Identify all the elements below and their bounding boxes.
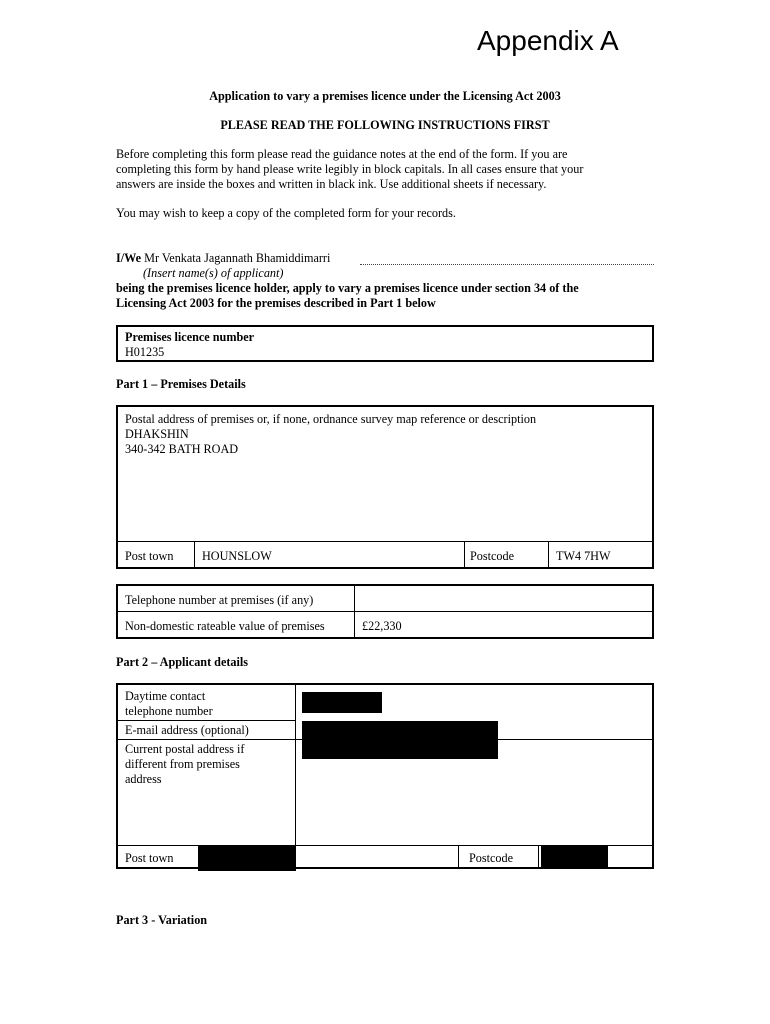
applicant-details-box <box>116 683 654 869</box>
copy-note: You may wish to keep a copy of the completed form for your records. <box>116 206 456 220</box>
current-address-label-line-2: different from premises <box>125 757 240 771</box>
applicant-post-town-redaction <box>198 846 296 871</box>
applicant-line <box>116 251 330 266</box>
premises-address-box <box>116 405 654 569</box>
premises-address-line-1[interactable]: DHAKSHIN <box>125 427 189 441</box>
telephone-rateable-vdivider <box>354 586 355 637</box>
applicant-postcode-label: Postcode <box>469 851 514 865</box>
applicant-name-underline <box>360 264 654 265</box>
premises-address-label: Postal address of premises or, if none, ordnance survey map reference or description <box>125 412 537 426</box>
telephone-rateable-divider <box>118 611 652 612</box>
daytime-divider <box>118 720 296 721</box>
appendix-title: Appendix A <box>477 25 619 56</box>
applicant-post-town-label: Post town <box>125 851 174 865</box>
postcode-label: Postcode <box>470 549 515 563</box>
applicant-statement-line-2: Licensing Act 2003 for the premises described in Part 1 below <box>116 296 436 310</box>
postcode-divider-left <box>464 541 465 567</box>
instructions-line-2: completing this form by hand please write legibly in block capitals. In all cases ensure that your <box>116 162 584 176</box>
premises-address-line-2[interactable]: 340-342 BATH ROAD <box>125 442 239 456</box>
licence-number-value[interactable]: H01235 <box>125 345 165 359</box>
current-address-label-line-1: Current postal address if <box>125 742 245 756</box>
licence-number-label: Premises licence number <box>125 330 255 344</box>
post-town-value[interactable]: HOUNSLOW <box>202 549 272 563</box>
daytime-telephone-redaction <box>302 692 382 713</box>
current-address-label-line-3: address <box>125 772 162 786</box>
instructions-paragraph <box>116 147 661 192</box>
applicant-postcode-divider-left <box>458 845 459 867</box>
applicant-name-hint: (Insert name(s) of applicant) <box>143 266 284 280</box>
postcode-value[interactable]: TW4 7HW <box>556 549 611 563</box>
part1-heading: Part 1 – Premises Details <box>116 377 246 391</box>
telephone-rateable-box <box>116 584 654 639</box>
rateable-label: Non-domestic rateable value of premises <box>125 619 325 633</box>
part2-heading: Part 2 – Applicant details <box>116 655 249 669</box>
post-town-divider <box>194 541 195 567</box>
instructions-heading: PLEASE READ THE FOLLOWING INSTRUCTIONS FIRST <box>220 118 550 132</box>
applicant-postcode-redaction <box>541 846 608 867</box>
postcode-divider-right <box>548 541 549 567</box>
applicant-name[interactable]: Mr Venkata Jagannath Bhamiddimarri <box>144 251 331 265</box>
applicant-statement-line-1: being the premises licence holder, apply to vary a premises licence under section 34 of the <box>116 281 579 295</box>
email-label: E-mail address (optional) <box>125 723 249 737</box>
applicant-postcode-divider-right <box>538 845 539 867</box>
daytime-label-line-2: telephone number <box>125 704 213 718</box>
form-title: Application to vary a premises licence under the Licensing Act 2003 <box>209 89 561 103</box>
daytime-label-line-1: Daytime contact <box>125 689 206 703</box>
licence-number-box <box>116 325 654 362</box>
premises-address-divider <box>118 541 652 542</box>
telephone-label: Telephone number at premises (if any) <box>125 593 314 607</box>
email-redaction <box>302 721 498 759</box>
applicant-prefix: I/We <box>116 251 142 265</box>
applicant-details-vdivider <box>295 685 296 845</box>
instructions-line-1: Before completing this form please read the guidance notes at the end of the form. If you are <box>116 147 568 161</box>
rateable-value[interactable]: £22,330 <box>362 619 402 633</box>
instructions-line-3: answers are inside the boxes and written in black ink. Use additional sheets if necessary. <box>116 177 547 191</box>
part3-heading: Part 3 - Variation <box>116 913 208 927</box>
post-town-label: Post town <box>125 549 174 563</box>
